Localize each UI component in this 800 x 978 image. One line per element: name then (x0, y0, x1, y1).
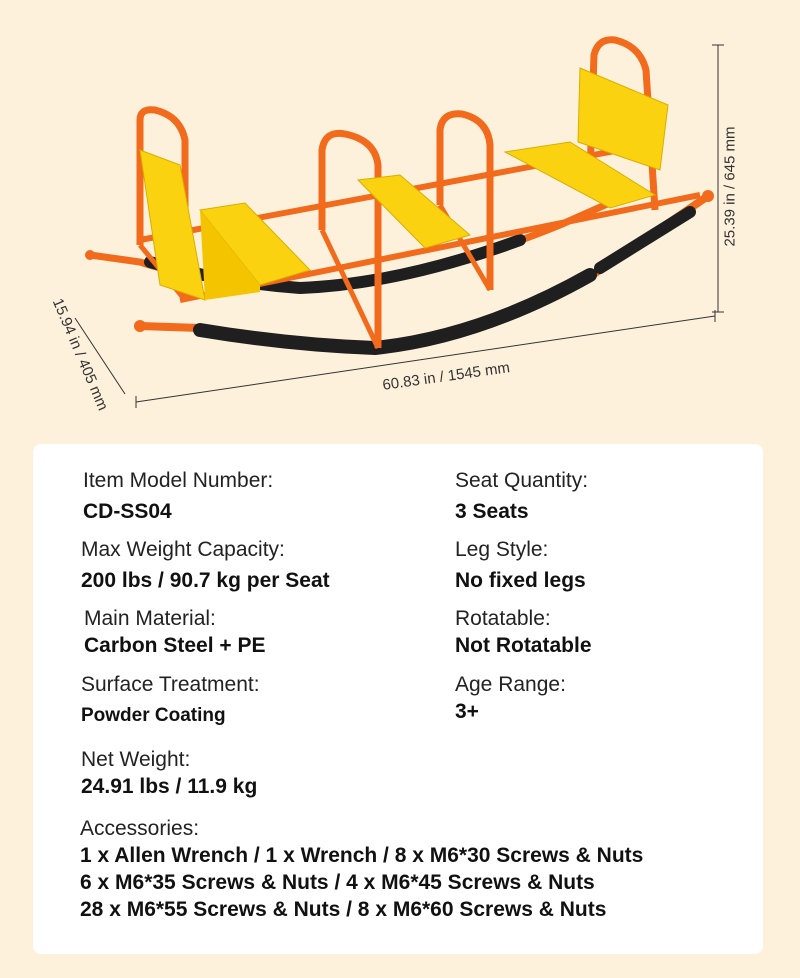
spec-capacity (81, 537, 330, 595)
accessories-line: 6 x M6*35 Screws & Nuts / 4 x M6*45 Screws & Nuts (80, 871, 595, 894)
spec-accessories (80, 816, 643, 923)
spec-value: Carbon Steel + PE (84, 634, 266, 657)
spec-label: Net Weight: (81, 748, 191, 771)
spec-label: Surface Treatment: (81, 673, 260, 696)
depth-dimension-label: 15.94 in / 405 mm (48, 295, 112, 414)
spec-value: 200 lbs / 90.7 kg per Seat (81, 569, 330, 592)
accessories-line: 28 x M6*55 Screws & Nuts / 8 x M6*60 Screws & Nuts (80, 898, 607, 921)
spec-label: Accessories: (80, 817, 200, 840)
spec-value: Powder Coating (81, 705, 226, 726)
spec-label: Leg Style: (455, 538, 549, 561)
spec-net-weight (81, 747, 257, 801)
spec-age (455, 672, 566, 726)
spec-label: Main Material: (84, 607, 216, 630)
spec-label: Age Range: (455, 673, 566, 696)
spec-surface (81, 672, 260, 730)
spec-material (84, 606, 265, 660)
spec-leg-style (455, 537, 586, 595)
spec-value: Not Rotatable (455, 634, 592, 657)
spec-label: Rotatable: (455, 607, 551, 630)
spec-model (83, 468, 273, 526)
spec-value: CD-SS04 (83, 500, 172, 523)
spec-value: 3+ (455, 700, 479, 723)
specs-card (33, 444, 763, 954)
spec-seats (455, 468, 588, 526)
spec-label: Seat Quantity: (455, 469, 589, 492)
spec-rotatable (455, 606, 592, 660)
product-illustration (0, 0, 800, 440)
spec-label: Item Model Number: (83, 469, 274, 492)
spec-value: No fixed legs (455, 569, 586, 592)
accessories-line: 1 x Allen Wrench / 1 x Wrench / 8 x M6*30 Screws & Nuts (80, 844, 644, 867)
spec-value: 3 Seats (455, 500, 529, 523)
spec-label: Max Weight Capacity: (81, 538, 285, 561)
width-dimension-label: 60.83 in / 1545 mm (381, 359, 511, 394)
spec-value: 24.91 lbs / 11.9 kg (81, 775, 258, 798)
height-dimension-label: 25.39 in / 645 mm (721, 126, 739, 247)
